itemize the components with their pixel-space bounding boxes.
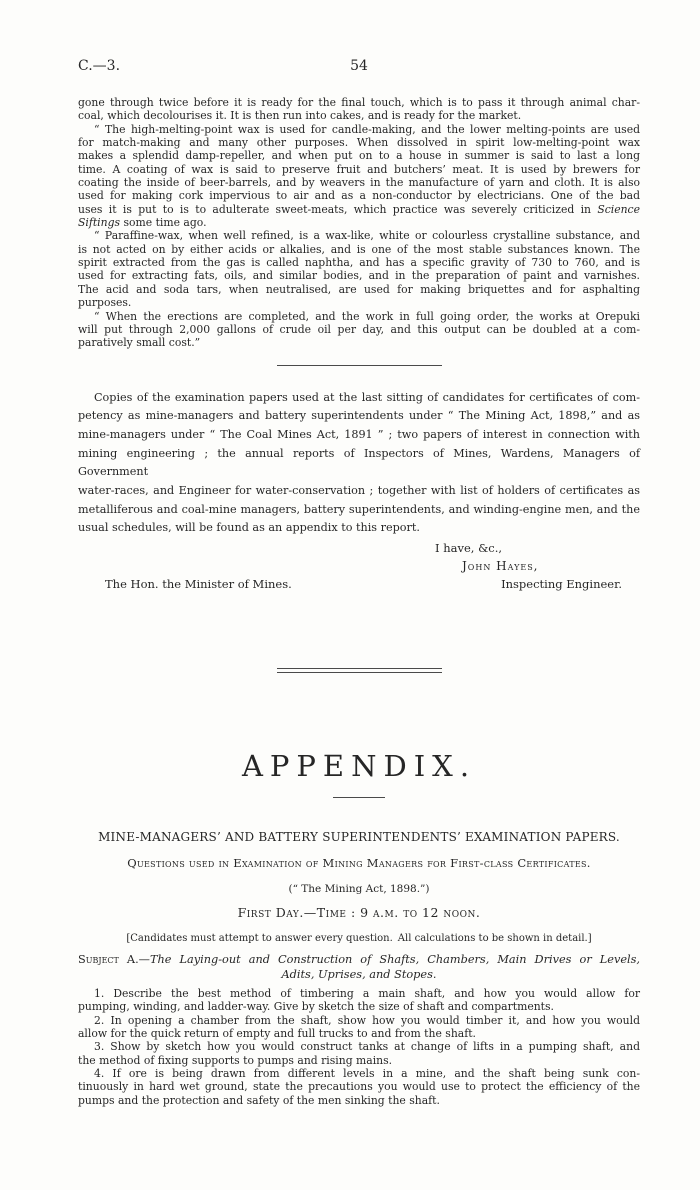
- text-line: [78, 1054, 640, 1067]
- text-line: [78, 136, 640, 149]
- signature-title: Inspecting Engineer.: [501, 577, 622, 592]
- text-segment: The Laying-out and Construction of Shafts, Chambers, Main Drives or Levels,: [149, 953, 641, 967]
- text-line: [78, 176, 640, 189]
- text-line: [78, 967, 640, 982]
- text-line: [78, 1040, 640, 1053]
- text-segment: “ When the erections are completed, and the work in full going order, the works at Orepuki: [94, 309, 640, 323]
- addressee: The Hon. the Minister of Mines.: [105, 577, 292, 592]
- text-segment: for match-making and many other purposes. When dissolved in spirit low-melting-point wax: [78, 136, 640, 150]
- text-segment: pumping, winding, and ladder-way. Give by sketch the size of shaft and compartments.: [78, 1000, 554, 1014]
- text-segment: Siftings: [78, 216, 121, 230]
- text-segment: mining engineering ; the annual reports of Inspectors of Mines, Wardens, Managers of Government: [78, 446, 640, 479]
- text-line: [78, 310, 640, 323]
- session-heading: First Day.—Time : 9 a.m. to 12 noon.: [237, 905, 481, 921]
- subject-heading: [78, 952, 640, 982]
- text-line: [78, 269, 640, 282]
- text-segment: water-races, and Engineer for water-conservation ; together with list of holders of certificates as: [78, 484, 640, 498]
- text-segment: mine-managers under “ The Coal Mines Act, 1891 ” ; two papers of interest in connection with: [78, 427, 640, 441]
- appendix-main-heading: MINE-MANAGERS’ AND BATTERY SUPERINTENDENTS’ EXAMINATION PAPERS.: [98, 830, 620, 845]
- text-line: [78, 426, 640, 445]
- page-content: [78, 96, 640, 1107]
- paragraph-high-melting-wax: [78, 123, 640, 230]
- text-segment: “ Paraffine-wax, when well refined, is a wax-like, white or colourless crystalline substance, and: [94, 229, 640, 243]
- text-line: [78, 243, 640, 256]
- text-line: [78, 519, 640, 538]
- text-segment: Subject: [78, 953, 119, 967]
- text-line: [78, 96, 640, 109]
- text-line: [78, 407, 640, 426]
- text-segment: Adits, Uprises, and Stopes.: [281, 968, 437, 982]
- text-line: [78, 149, 640, 162]
- text-line: [78, 323, 640, 336]
- text-line: [78, 109, 640, 122]
- question-1: [78, 987, 640, 1014]
- text-segment: 4. If ore is being drawn from different levels in a mine, and the shaft being sunk con-: [94, 1066, 640, 1080]
- paragraph-erections-output: [78, 310, 640, 350]
- text-segment: gone through twice before it is ready for the final touch, which is to pass it through animal char-: [78, 96, 640, 109]
- text-segment: purposes.: [78, 296, 132, 310]
- signature-row: [78, 577, 640, 592]
- appendix-sub-heading: Questions used in Examination of Mining Managers for First-class Certificates.: [127, 856, 591, 871]
- question-4: [78, 1067, 640, 1107]
- text-segment: The acid and soda tars, when neutralised, are used for making briquettes and for asphalting: [78, 282, 640, 296]
- text-segment: spirit extracted from the gas is called naphtha, and has a specific gravity of 730 to 760, and is: [78, 256, 640, 270]
- text-line: [78, 1014, 640, 1027]
- text-line: [78, 189, 640, 202]
- text-segment: 2. In opening a chamber from the shaft, show how you would timber it, and how you would: [94, 1013, 640, 1027]
- text-line: [78, 1080, 640, 1093]
- text-line: [78, 1094, 640, 1107]
- text-line: [78, 229, 640, 242]
- text-segment: uses it is put to is to adulterate sweet-meats, which practice was severely criticized in: [78, 202, 598, 216]
- text-line: [78, 1000, 640, 1013]
- question-2: [78, 1014, 640, 1041]
- appendix-title: APPENDIX.: [241, 749, 477, 784]
- closing-paragraph: [78, 389, 640, 539]
- text-line: [78, 1067, 640, 1080]
- candidate-instructions: [Candidates must attempt to answer every question. All calculations to be shown in detail.]: [126, 933, 592, 945]
- text-segment: allow for the quick return of empty and full trucks to and from the shaft.: [78, 1027, 476, 1041]
- doc-reference: C.—3.: [78, 58, 121, 74]
- text-line: [78, 203, 640, 216]
- text-line: [78, 296, 640, 309]
- text-segment: coal, which decolourises it. It is then run into cakes, and is ready for the market.: [78, 109, 522, 123]
- text-segment: the method of fixing supports to pumps and rising mains.: [78, 1053, 393, 1067]
- text-segment: metalliferous and coal-mine managers, battery superintendents, and winding-engine men, and the: [78, 502, 640, 516]
- text-segment: A.—: [118, 953, 150, 967]
- text-segment: tinuously in hard wet ground, state the precautions you would use to protect the efficiency of the: [78, 1080, 640, 1094]
- text-line: [78, 952, 640, 967]
- questions-list: [78, 987, 640, 1107]
- text-segment: used for making cork impervious to air and as a non-conductor by electricians. One of the bad: [78, 189, 640, 203]
- text-line: [78, 283, 640, 296]
- text-segment: Copies of the examination papers used at the last sitting of candidates for certificates of com-: [94, 390, 640, 404]
- text-line: [78, 445, 640, 482]
- text-segment: some time ago.: [120, 216, 207, 230]
- signature-name: John Hayes,: [462, 559, 539, 574]
- text-segment: usual schedules, will be found as an appendix to this report.: [78, 521, 420, 535]
- text-segment: used for extracting fats, oils, and similar bodies, and in the preparation of paint and varnishes.: [78, 269, 640, 283]
- text-segment: 3. Show by sketch how you would construct tanks at change of lifts in a pumping shaft, and: [94, 1040, 640, 1054]
- text-line: [78, 482, 640, 501]
- text-segment: 1. Describe the best method of timbering a main shaft, and how you would allow for: [94, 987, 640, 1001]
- text-segment: coating the inside of beer-barrels, and by weavers in the manufacture of yarn and cloth. It is also: [78, 176, 640, 190]
- text-line: [78, 1027, 640, 1040]
- double-rule-divider: [277, 668, 442, 673]
- text-segment: will put through 2,000 gallons of crude oil per day, and this output can be doubled at a com-: [78, 322, 640, 336]
- page-number: 54: [350, 58, 368, 74]
- text-line: [78, 389, 640, 408]
- text-segment: “ The high-melting-point wax is used for candle-making, and the lower melting-points are used: [94, 122, 640, 136]
- paragraph-wax-finishing: [78, 96, 640, 123]
- act-reference: (“ The Mining Act, 1898.”): [288, 883, 430, 896]
- text-segment: makes a splendid damp-repeller, and when put on to a house in summer is said to last a long: [78, 149, 640, 163]
- text-line: [78, 163, 640, 176]
- text-line: [78, 987, 640, 1000]
- text-segment: paratively small cost.”: [78, 336, 201, 350]
- text-segment: Science: [597, 202, 640, 216]
- text-line: [78, 123, 640, 136]
- text-line: [78, 256, 640, 269]
- text-line: [78, 216, 640, 229]
- section-divider-rule: [277, 365, 442, 366]
- text-segment: is not acted on by either acids or alkalies, and is one of the most stable substances known. The: [78, 242, 640, 256]
- text-segment: petency as mine-managers and battery superintendents under “ The Mining Act, 1898,” and as: [78, 409, 640, 423]
- text-segment: pumps and the protection and safety of the men sinking the shaft.: [78, 1093, 440, 1107]
- question-3: [78, 1040, 640, 1067]
- appendix-title-rule: [333, 797, 385, 798]
- valediction: I have, &c.,: [435, 541, 503, 556]
- text-segment: time. A coating of wax is said to preserve fruit and butchers’ meat. It is used by brewers for: [78, 162, 640, 176]
- text-line: [78, 336, 640, 349]
- text-line: [78, 501, 640, 520]
- paragraph-paraffine-wax: [78, 229, 640, 309]
